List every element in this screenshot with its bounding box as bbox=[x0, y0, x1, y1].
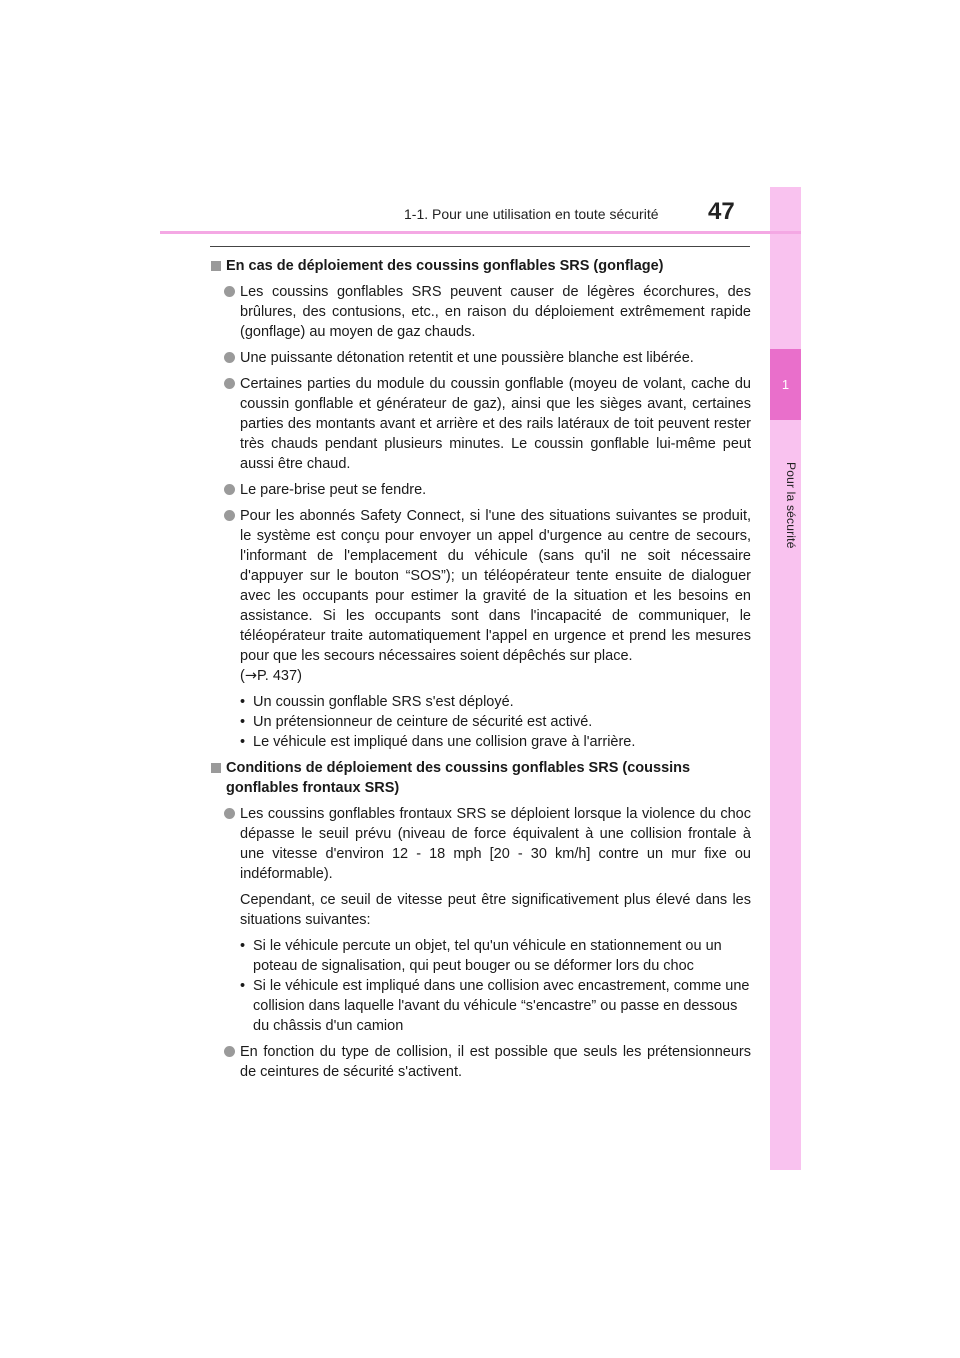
list-item bbox=[210, 282, 751, 342]
paragraph: Cependant, ce seuil de vitesse peut être significativement plus élevé dans les situations suivantes: bbox=[240, 892, 751, 928]
sub-item-text: Si le véhicule percute un objet, tel qu'un véhicule en stationnement ou un poteau de signalisation, qui peut bouger ou se déformer lors du choc bbox=[253, 938, 722, 974]
sub-item: • Si le véhicule percute un objet, tel qu'un véhicule en stationnement ou un poteau de signalisation, qui peut bouger ou se déformer lors du choc bbox=[240, 938, 722, 974]
list-item-text: Une puissante détonation retentit et une poussière blanche est libérée. bbox=[240, 350, 694, 366]
section-heading bbox=[210, 256, 751, 276]
list-item-text: Certaines parties du module du coussin gonflable (moyeu de volant, cache du coussin gonflable et générateur de gaz), ainsi que les sièges avant, certaines parties des montants avant et arrière et des rails latéraux de toit peuvent rester très chauds pendant plusieurs minutes. Le coussin gonflable lui-même peut aussi être chaud. bbox=[240, 376, 751, 472]
bullet-icon bbox=[224, 352, 235, 363]
sidebar-strip bbox=[770, 187, 801, 1170]
page-reference-link[interactable]: P. 437 bbox=[257, 668, 298, 684]
list-item bbox=[210, 1042, 751, 1082]
list-item-text: Les coussins gonflables frontaux SRS se déploient lorsque la violence du choc dépasse le seuil prévu (niveau de force équivalent à une collision frontale à une vitesse d'environ 12 - 18 mph [20 - 30 km/h] contre un mur fixe ou indéformable). bbox=[240, 806, 751, 882]
square-bullet-icon bbox=[211, 763, 221, 773]
page-number: 47 bbox=[708, 198, 735, 225]
bullet-icon bbox=[224, 286, 235, 297]
bullet-icon bbox=[224, 808, 235, 819]
header-rule bbox=[160, 231, 801, 234]
sub-item-text: Si le véhicule est impliqué dans une collision avec encastrement, comme une collision dans laquelle l'avant du véhicule “s'encastre” ou passe en dessous du châssis d'un camion bbox=[253, 978, 750, 1034]
bullet-icon bbox=[224, 484, 235, 495]
bullet-icon bbox=[224, 1046, 235, 1057]
sub-item-text: Un coussin gonflable SRS s'est déployé. bbox=[253, 694, 514, 710]
sub-item-text: Un prétensionneur de ceinture de sécurité est activé. bbox=[253, 714, 593, 730]
sub-list bbox=[210, 936, 751, 1036]
list-item-text: Les coussins gonflables SRS peuvent causer de légères écorchures, des brûlures, des contusions, etc., en raison du déploiement extrêmement rapide (gonflage) au moyen de gaz chauds. bbox=[240, 284, 751, 340]
page-content bbox=[210, 256, 751, 1088]
list-item-text: Pour les abonnés Safety Connect, si l'une des situations suivantes se produit, le système est conçu pour envoyer un appel d'urgence au centre de secours, l'informant de l'emplacement du véhicule (sans qu'il ne soit nécessaire d'appuyer sur le bouton “SOS”); un téléopérateur tente ensuite de dialoguer avec les occupants pour estimer la gravité de la situation et les besoins en assistance. Si les occupants sont dans l'incapacité de communiquer, le téléopérateur traite automatiquement l'appel en urgence et prend les mesures pour que les secours nécessaires soient dépêchés sur place. bbox=[240, 508, 751, 664]
list-item bbox=[210, 480, 751, 500]
section-heading-text: En cas de déploiement des coussins gonflables SRS (gonflage) bbox=[226, 258, 664, 274]
list-item bbox=[210, 374, 751, 474]
list-item: Pour les abonnés Safety Connect, si l'une des situations suivantes se produit, le système est conçu pour envoyer un appel d'urgence au centre de secours, l'informant de l'emplacement du véhicule (sans qu'il ne soit nécessaire d'appuyer sur le bouton “SOS”); un téléopérateur tente ensuite de dialoguer avec les occupants pour estimer la gravité de la situation et les besoins en assistance. Si les occupants sont dans l'incapacité de communiquer, le téléopérateur traite automatiquement l'appel en urgence et prend les mesures pour que les secours nécessaires soient dépêchés sur place. (→P. 437) bbox=[210, 506, 751, 686]
section-heading-text: Conditions de déploiement des coussins gonflables SRS (coussins gonflables frontaux SRS) bbox=[226, 760, 691, 796]
section-title: 1-1. Pour une utilisation en toute sécurité bbox=[404, 206, 659, 222]
list-item bbox=[210, 804, 751, 884]
arrow-icon: → bbox=[244, 668, 257, 684]
bullet-icon bbox=[224, 378, 235, 389]
sub-item: • Un prétensionneur de ceinture de sécurité est activé. bbox=[240, 714, 593, 730]
section-heading bbox=[210, 758, 751, 798]
sub-list bbox=[210, 692, 751, 752]
square-bullet-icon bbox=[211, 261, 221, 271]
content-rule bbox=[210, 246, 750, 247]
sub-item: • Si le véhicule est impliqué dans une collision avec encastrement, comme une collision dans laquelle l'avant du véhicule “s'encastre” ou passe en dessous du châssis d'un camion bbox=[240, 978, 750, 1034]
bullet-icon bbox=[224, 510, 235, 521]
chapter-label: Pour la sécurité bbox=[784, 461, 798, 549]
list-item-text: En fonction du type de collision, il est possible que seuls les prétensionneurs de ceintures de sécurité s'activent. bbox=[240, 1044, 751, 1080]
chapter-tab[interactable]: 1 bbox=[770, 349, 801, 420]
sub-item: • Le véhicule est impliqué dans une collision grave à l'arrière. bbox=[240, 734, 636, 750]
list-item bbox=[210, 348, 751, 368]
list-item-text: Le pare-brise peut se fendre. bbox=[240, 482, 427, 498]
sub-item: • Un coussin gonflable SRS s'est déployé. bbox=[240, 694, 514, 710]
sub-item-text: Le véhicule est impliqué dans une collision grave à l'arrière. bbox=[253, 734, 636, 750]
